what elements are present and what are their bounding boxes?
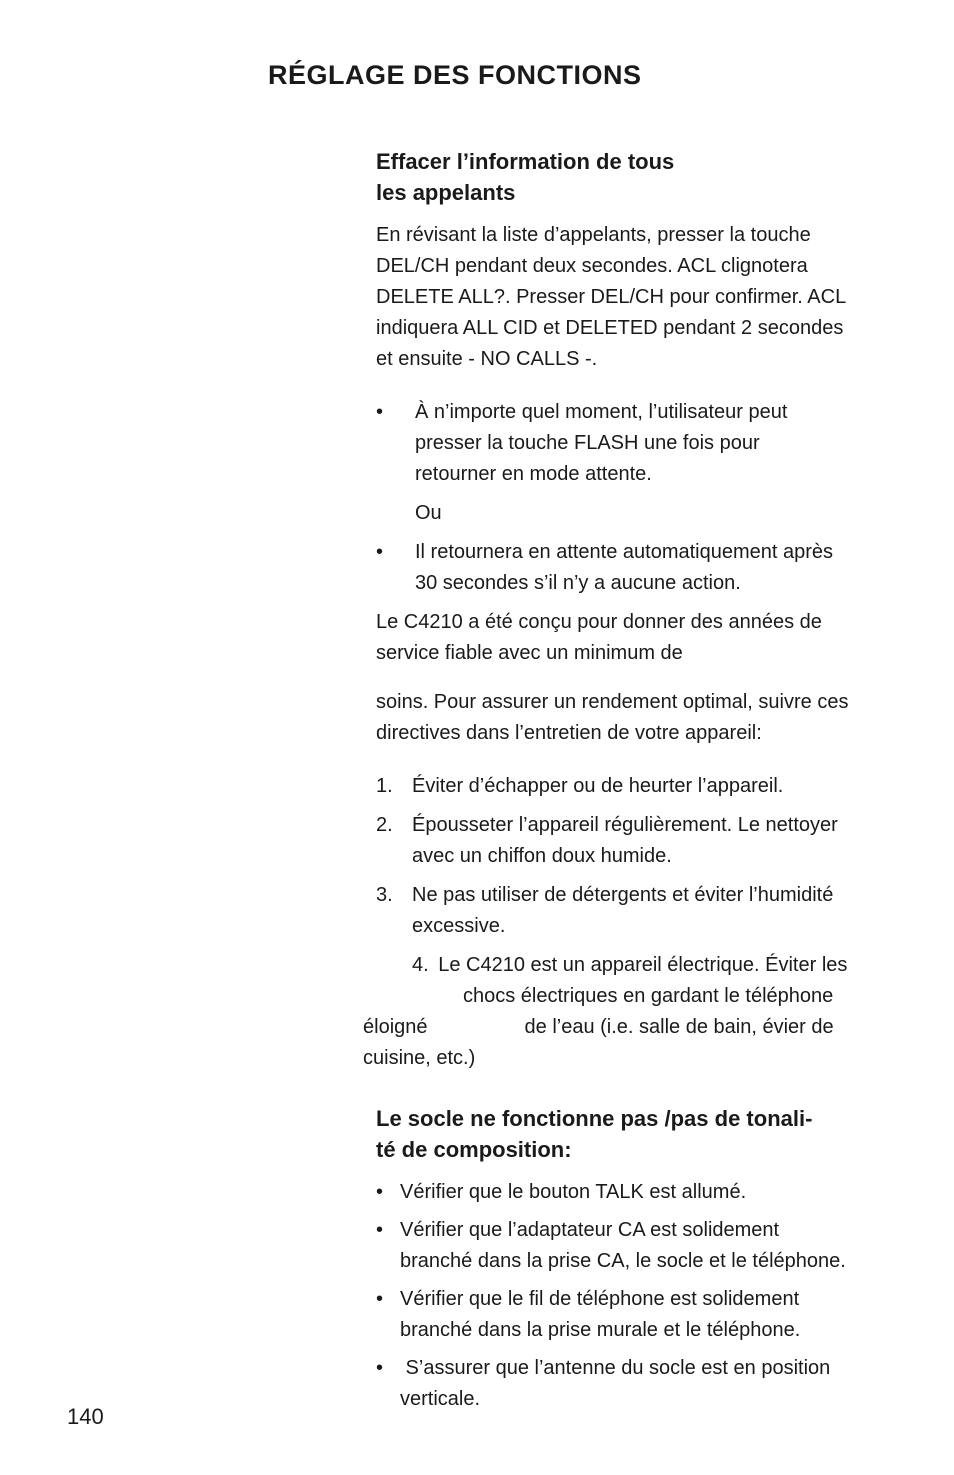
page-number: 140	[67, 1404, 104, 1429]
or-text: Ou	[415, 502, 442, 524]
care-item-1: 1. Éviter d’échapper ou de heurter l’appareil.	[376, 771, 906, 802]
troubleshoot-item-antenna: • S’assurer que l’antenne du socle est en position verticale.	[376, 1353, 906, 1415]
bullet-mark: •	[376, 1357, 384, 1379]
care-item-2: 2. Épousseter l’appareil régulièrement. Le nettoyer avec un chiffon doux humide.	[376, 810, 906, 872]
section-title-base-troubleshooting: Le socle ne fonctionne pas /pas de tonali- té de composition:	[376, 1106, 813, 1162]
item-number: 2.	[376, 814, 393, 836]
bullet-mark: •	[376, 541, 384, 563]
page-header: RÉGLAGE DES FONCTIONS	[268, 60, 642, 90]
care-item-4: 4. Le C4210 est un appareil électrique. Éviter les chocs électriques en gardant le téléphone éloigné de l’eau (i.e. salle de bain, évier de cuisine, etc.)	[363, 954, 848, 1069]
content-column	[363, 146, 906, 1422]
care-item-3: 3. Ne pas utiliser de détergents et éviter l’humidité excessive.	[376, 880, 906, 942]
troubleshoot-item-phone-cord: • Vérifier que le fil de téléphone est solidement branché dans la prise murale et le téléphone.	[376, 1284, 906, 1346]
item-number: 3.	[376, 884, 393, 906]
delete-instructions-paragraph: En révisant la liste d’appelants, presser la touche DEL/CH pendant deux secondes. ACL clignotera DELETE ALL?. Presser DEL/CH pour confirmer. ACL indiquera ALL CID et DELETED pendant 2 secondes et ensuite - NO CALLS -.	[376, 224, 847, 370]
care-intro-paragraph: Le C4210 a été conçu pour donner des années de service fiable avec un minimum de	[376, 611, 822, 664]
item-number: 1.	[376, 775, 393, 797]
bullet-item-auto-return: • Il retournera en attente automatiquement après 30 secondes s’il n’y a aucune action.	[376, 537, 906, 599]
section-title-delete-callers: Effacer l’information de tous les appelants	[376, 149, 675, 205]
troubleshoot-item-adapter: • Vérifier que l’adaptateur CA est solidement branché dans la prise CA, le socle et le téléphone.	[376, 1215, 906, 1277]
care-intro-paragraph-continued: soins. Pour assurer un rendement optimal, suivre ces directives dans l’entretien de votre appareil:	[376, 691, 849, 744]
item-number: 4.	[412, 954, 429, 976]
bullet-item-flash: • À n’importe quel moment, l’utilisateur peut presser la touche FLASH une fois pour retourner en mode attente.	[376, 397, 906, 490]
troubleshoot-item-talk: • Vérifier que le bouton TALK est allumé.	[376, 1177, 906, 1208]
bullet-mark: •	[376, 1219, 384, 1241]
bullet-mark: •	[376, 401, 384, 423]
bullet-mark: •	[376, 1288, 384, 1310]
bullet-mark: •	[376, 1181, 384, 1203]
